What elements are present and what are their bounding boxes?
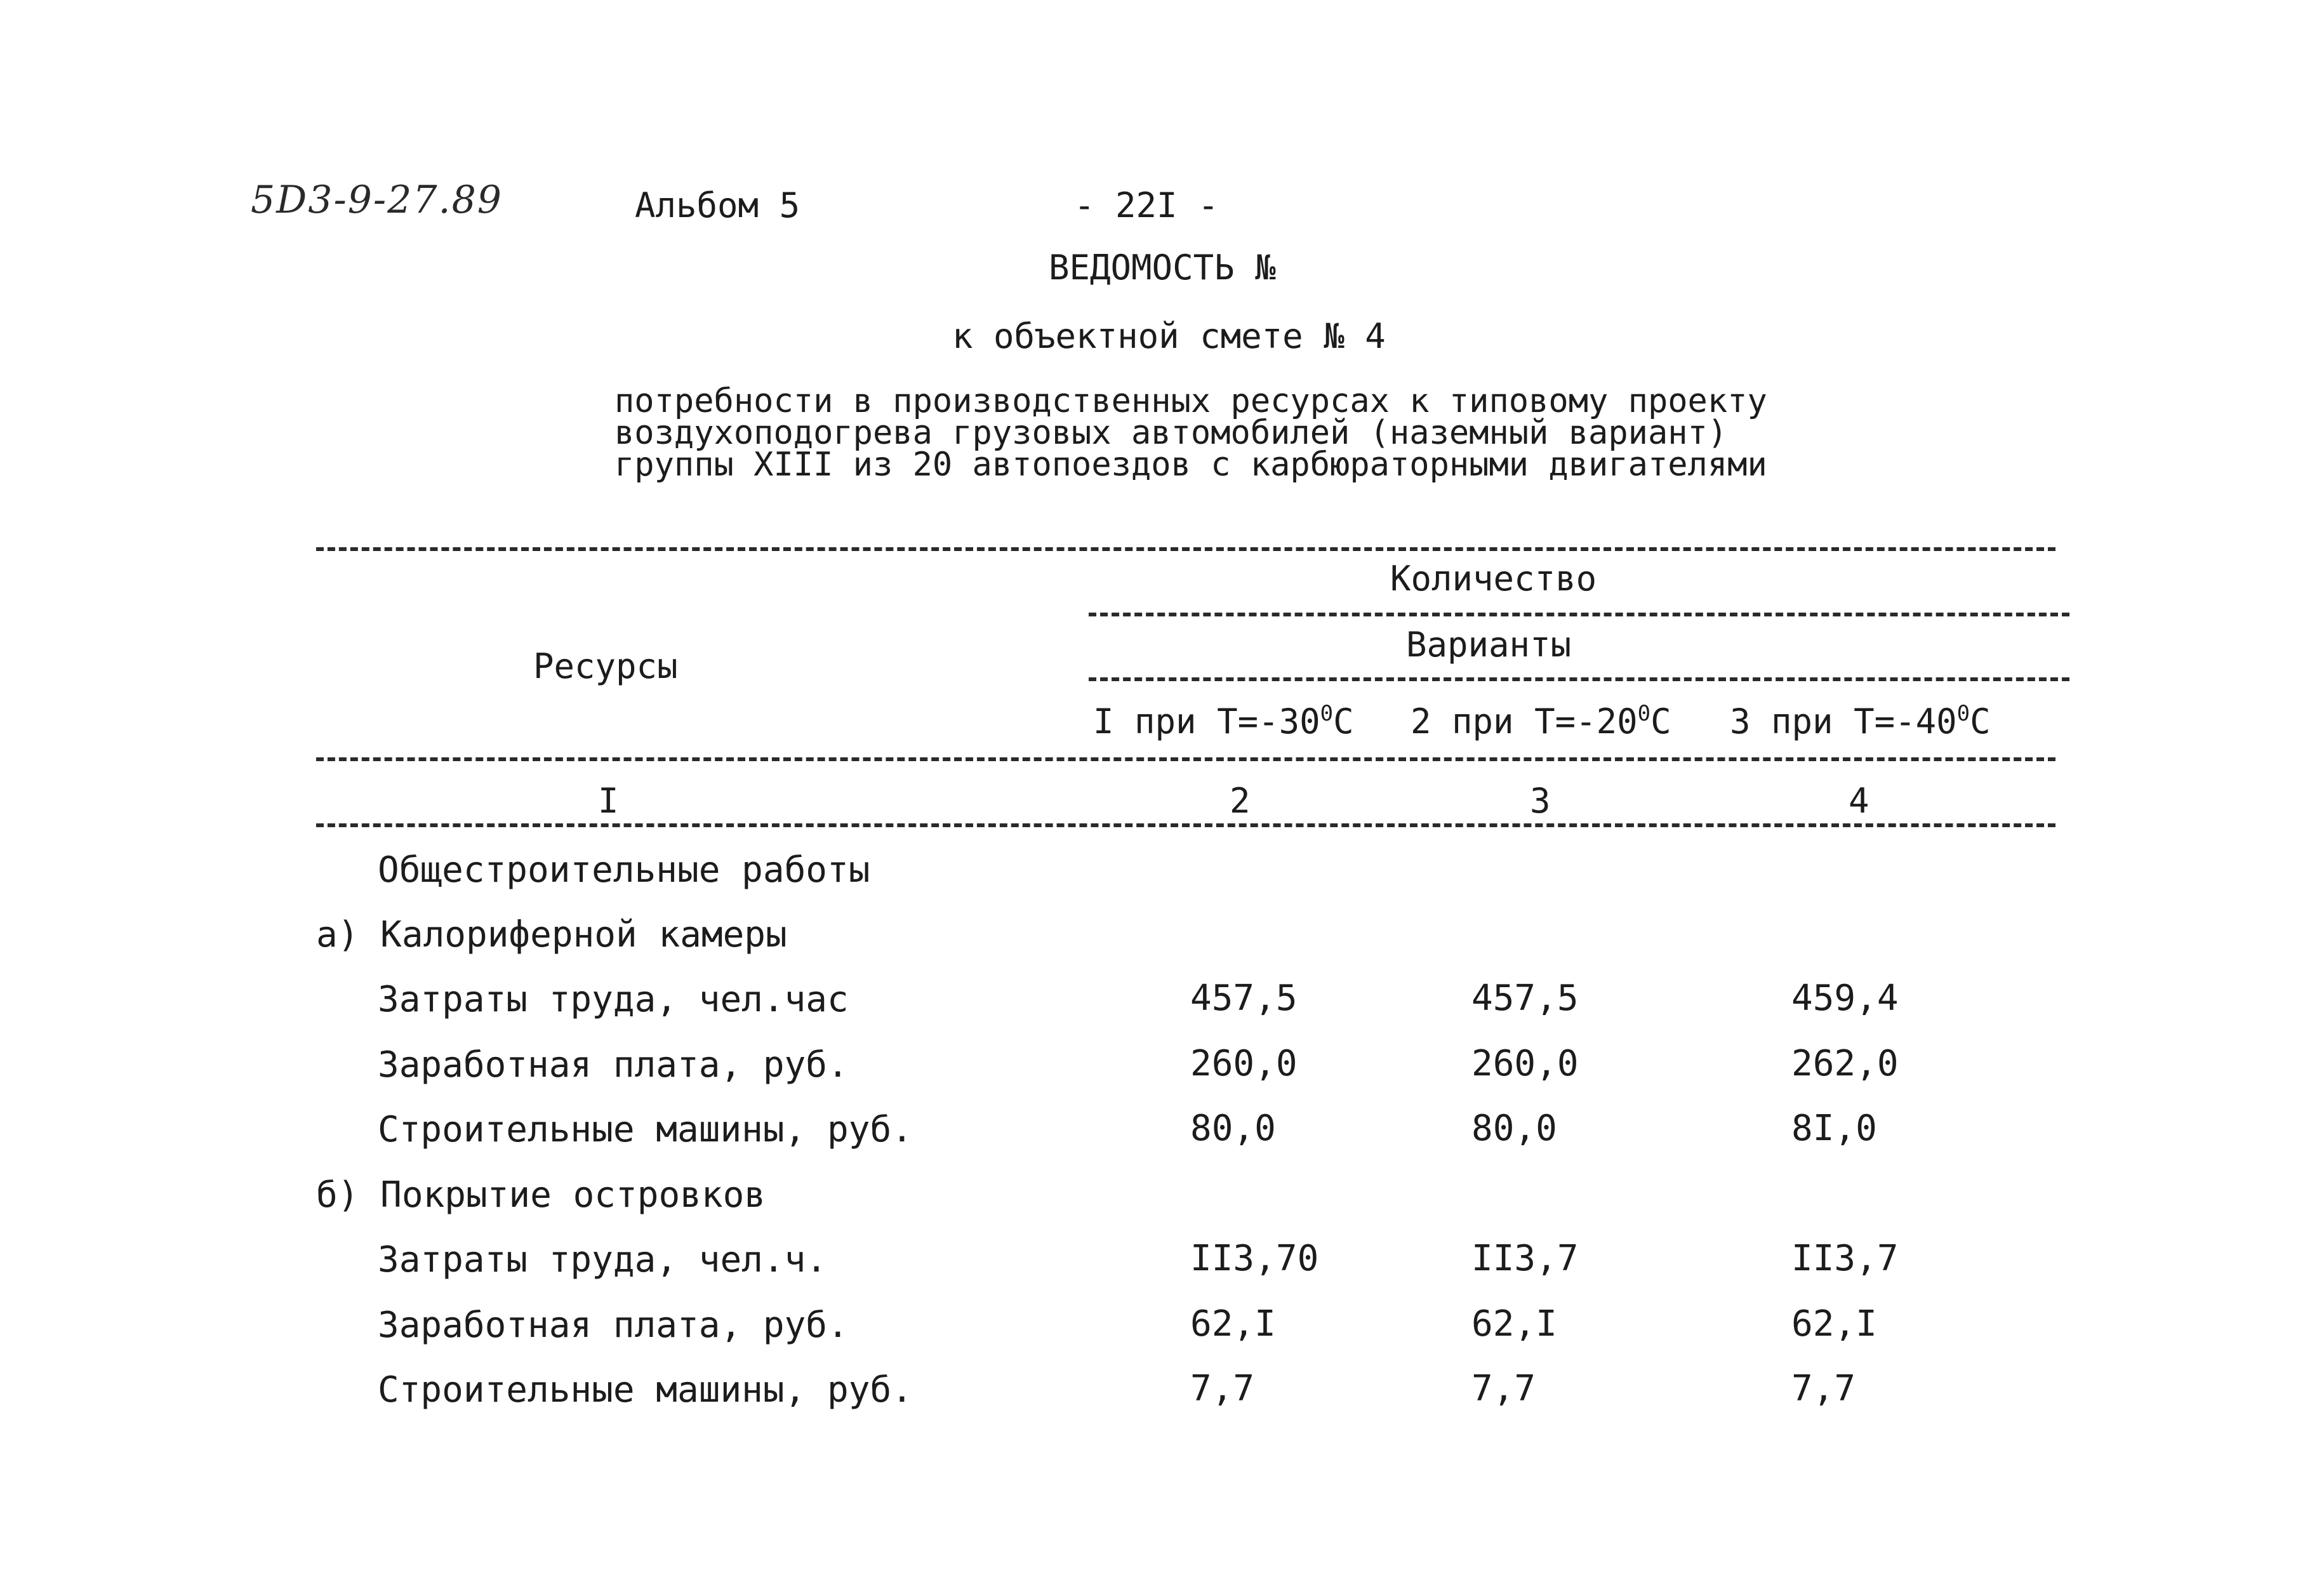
row-value: 80,0: [1471, 1108, 1557, 1149]
statement-title: ВЕДОМОСТЬ №: [1049, 248, 1276, 288]
column-number-1: I: [598, 781, 619, 821]
row-label: Затраты труда, чел.час: [378, 979, 849, 1020]
album-label: Альбом 5: [635, 185, 800, 225]
row-value: 62,I: [1791, 1303, 1877, 1345]
row-value: 262,0: [1791, 1043, 1899, 1084]
row-value: II3,7: [1791, 1238, 1899, 1279]
row-value: 7,7: [1471, 1368, 1536, 1409]
numbers-rule: [316, 823, 2055, 827]
quantity-header: Количество: [1390, 559, 1597, 599]
row-label: Строительные машины, руб.: [378, 1109, 913, 1150]
row-value: 260,0: [1190, 1043, 1298, 1084]
variant-1-header: I при $Т=-30^0С$: [1093, 701, 1354, 741]
page-number: - 22I -: [1074, 185, 1219, 225]
row-value: II3,70: [1190, 1238, 1319, 1279]
column-number-3: 3: [1530, 781, 1551, 821]
row-value: 459,4: [1791, 978, 1899, 1019]
group-title-b: б) Покрытие островков: [316, 1174, 766, 1216]
header-bottom-rule: [316, 757, 2055, 761]
quantity-rule: [1089, 613, 2069, 616]
subject-line-3: группы XIII из 20 автопоездов с карбюраторными двигателями: [614, 446, 1767, 484]
document-code: 5D3-9-27.89: [251, 178, 503, 222]
row-label: Заработная плата, руб.: [378, 1305, 849, 1346]
row-value: 8I,0: [1791, 1108, 1877, 1149]
row-label: Строительные машины, руб.: [378, 1369, 913, 1411]
row-value: II3,7: [1471, 1238, 1579, 1279]
column-number-4: 4: [1849, 781, 1869, 821]
row-value: 260,0: [1471, 1043, 1579, 1084]
variants-rule: [1089, 677, 2069, 681]
row-value: 457,5: [1471, 978, 1579, 1019]
row-value: 80,0: [1190, 1108, 1276, 1149]
variant-3-header: 3 при $Т=-40^0С$: [1730, 701, 1991, 741]
subject-line-1: потребности в производственных ресурсах к типовому проекту: [614, 382, 1767, 420]
row-value: 7,7: [1791, 1368, 1856, 1409]
row-label: Заработная плата, руб.: [378, 1044, 849, 1086]
subject-line-2: воздухоподогрева грузовых автомобилей (наземный вариант): [614, 414, 1728, 452]
group-title-a: а) Калориферной камеры: [316, 914, 787, 955]
section-title: Общестроительные работы: [378, 849, 870, 891]
resources-header: Ресурсы: [533, 646, 678, 686]
estimate-reference: к объектной смете № 4: [952, 316, 1386, 356]
row-value: 62,I: [1471, 1303, 1557, 1345]
variant-2-header: 2 при $Т=-20^0С$: [1411, 701, 1671, 741]
column-number-2: 2: [1230, 781, 1251, 821]
row-value: 62,I: [1190, 1303, 1276, 1345]
row-label: Затраты труда, чел.ч.: [378, 1239, 828, 1280]
row-value: 457,5: [1190, 978, 1298, 1019]
variants-header: Варианты: [1406, 625, 1572, 665]
table-top-rule: [316, 547, 2055, 551]
row-value: 7,7: [1190, 1368, 1255, 1409]
